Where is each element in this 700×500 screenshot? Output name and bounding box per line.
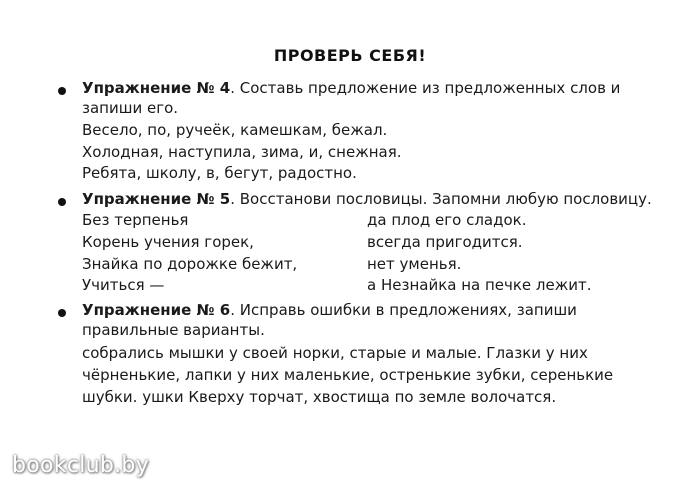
exercise-6-task — [82, 300, 662, 340]
proverb-end-4: а Незнайка на печке лежит. — [367, 276, 592, 294]
exercise-5-label: Упражнение № 5 — [82, 190, 231, 208]
exercise-5-task — [82, 189, 662, 209]
watermark: bookclub.by — [12, 453, 150, 478]
exercise-5-instruction: . Восстанови пословицы. Запомни любую пословицу. — [230, 190, 652, 208]
exercise-6-text: собрались мышки у своей норки, старые и малые. Глазки у них чёрненькие, лапки у них маленькие, остренькие зубки, серенькие шубки. ушки Кверху торчат, хвостища по земле волочатся. — [82, 344, 614, 406]
exercise-4-line-1: Весело, по, ручеёк, камешкам, бежал. — [82, 121, 388, 139]
bullet-exercise-4 — [58, 87, 66, 95]
proverb-start-4: Учиться — — [82, 276, 165, 294]
exercise-4-task — [82, 78, 662, 118]
proverb-start-2: Корень учения горек, — [82, 233, 254, 251]
bullet-exercise-6 — [58, 309, 66, 317]
proverb-end-2: всегда пригодится. — [367, 233, 523, 251]
proverb-end-1: да плод его сладок. — [367, 211, 527, 229]
proverb-start-3: Знайка по дорожке бежит, — [82, 255, 298, 273]
exercise-6-instruction: . Исправь ошибки в предложениях, запиши правильные варианты. — [82, 301, 577, 339]
exercise-6-label: Упражнение № 6 — [82, 301, 231, 319]
exercise-4-instruction: . Составь предложение из предложенных слов и запиши его. — [82, 79, 621, 117]
page-title: ПРОВЕРЬ СЕБЯ! — [273, 46, 427, 65]
proverb-start-1: Без терпенья — [82, 211, 189, 229]
exercise-4-label: Упражнение № 4 — [82, 79, 231, 97]
proverb-end-3: нет уменья. — [367, 255, 462, 273]
exercise-4-line-3: Ребята, школу, в, бегут, радостно. — [82, 164, 357, 182]
exercise-4-line-2: Холодная, наступила, зима, и, снежная. — [82, 143, 402, 161]
bullet-exercise-5 — [58, 198, 66, 206]
